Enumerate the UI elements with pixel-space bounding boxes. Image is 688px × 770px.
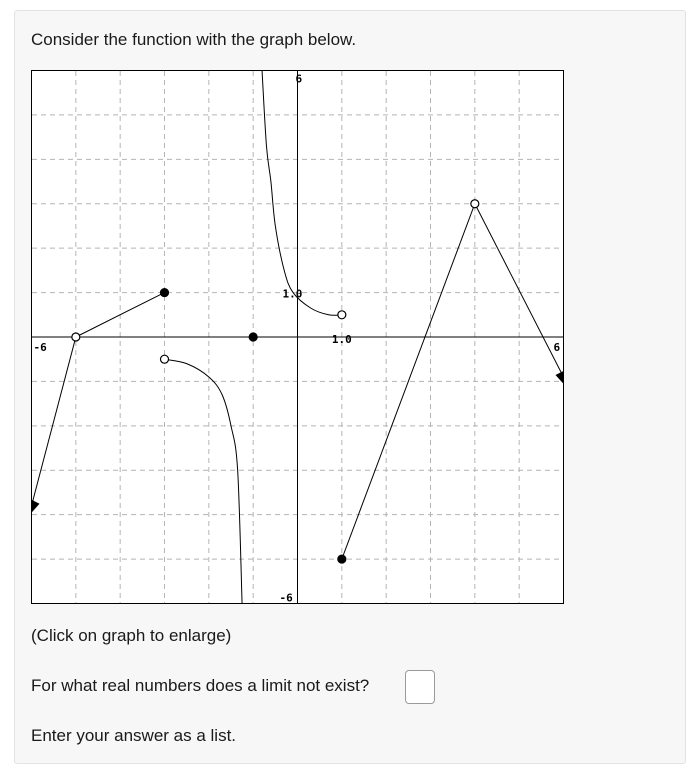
question-text: For what real numbers does a limit not exist? xyxy=(31,676,370,695)
tick-label-y-min: -6 xyxy=(279,591,293,604)
open-point xyxy=(72,333,80,341)
tick-label-y-one: 1.0 xyxy=(282,287,303,301)
open-point xyxy=(338,311,346,319)
function-graph[interactable] xyxy=(31,70,564,604)
answer-input[interactable] xyxy=(405,670,435,704)
tick-label-y-max: 6 xyxy=(295,72,303,86)
closed-point xyxy=(338,555,346,563)
open-point xyxy=(161,355,169,363)
enlarge-caption: (Click on graph to enlarge) xyxy=(31,626,232,645)
tick-label-x-max: 6 xyxy=(553,341,561,354)
open-point xyxy=(471,200,479,208)
answer-hint: Enter your answer as a list. xyxy=(31,726,237,745)
closed-point xyxy=(161,289,169,297)
closed-point xyxy=(249,333,257,341)
intro-text: Consider the function with the graph below. xyxy=(31,30,357,49)
graph-svg[interactable] xyxy=(31,70,564,604)
tick-label-x-one: 1.0 xyxy=(331,333,352,346)
tick-label-x-min: -6 xyxy=(33,341,47,354)
